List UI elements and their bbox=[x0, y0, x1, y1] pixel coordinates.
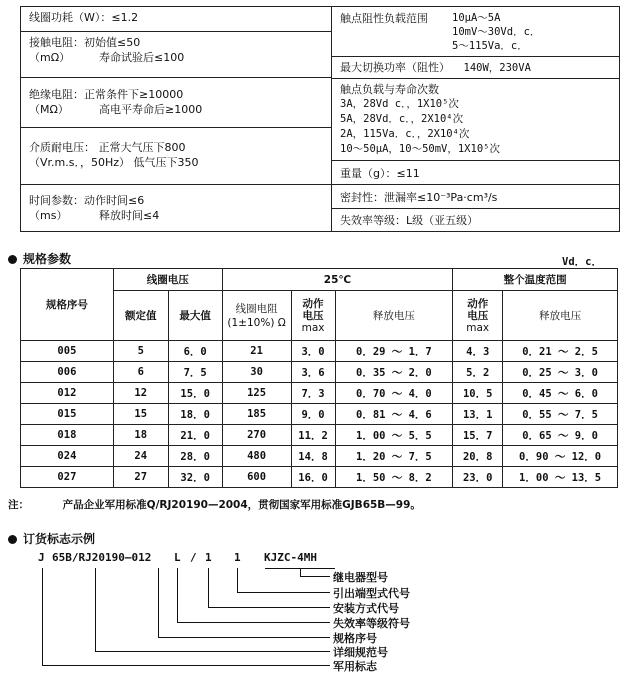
time-release: 释放时间≤4 bbox=[99, 209, 160, 222]
time-unit: （ms） bbox=[29, 209, 68, 222]
cell-release: 0．81 ～ 4．6 bbox=[335, 404, 453, 425]
order-section-title-text: 订货标志示例 bbox=[23, 532, 96, 546]
header-op-voltage-2 bbox=[453, 291, 503, 341]
cell-op: 14．8 bbox=[291, 446, 335, 467]
cell-rated: 27 bbox=[113, 467, 168, 488]
cell-op-full: 13．1 bbox=[453, 404, 503, 425]
weight-text: 重量（g）：≤11 bbox=[340, 167, 420, 180]
header-full-temp: 整个温度范围 bbox=[453, 269, 618, 291]
cell-max: 21．0 bbox=[168, 425, 222, 446]
dielectric-low: 低气压下350 bbox=[133, 156, 199, 169]
cell-release-full: 0．65 ～ 9．0 bbox=[503, 425, 618, 446]
note bbox=[8, 497, 421, 512]
line-model bbox=[300, 568, 301, 576]
note-text: 产品企业军用标准Q/RJ20190—2004，贯彻国家军用标准GJB65B—99。 bbox=[62, 499, 421, 511]
dielectric-normal: 正常大气压下800 bbox=[98, 141, 186, 154]
line-detail-spec-h bbox=[95, 651, 330, 652]
cell-op: 3．6 bbox=[291, 362, 335, 383]
contact-life bbox=[332, 79, 619, 161]
line-mount bbox=[208, 568, 209, 607]
code-model: KJZC-4MH bbox=[264, 551, 317, 564]
header-max: 最大值 bbox=[168, 291, 222, 341]
cell-spec-no: 027 bbox=[21, 467, 114, 488]
table-row bbox=[21, 383, 618, 404]
insulation-unit: （MΩ） bbox=[29, 103, 69, 116]
cell-max: 7．5 bbox=[168, 362, 222, 383]
cell-release-full: 0．21 ～ 2．5 bbox=[503, 341, 618, 362]
cell-max: 28．0 bbox=[168, 446, 222, 467]
cell-release: 1．20 ～ 7．5 bbox=[335, 446, 453, 467]
load-range-2: 10mV～30Vd．c． bbox=[452, 26, 541, 38]
cell-rated: 24 bbox=[113, 446, 168, 467]
line-failure bbox=[177, 568, 178, 622]
cell-op: 16．0 bbox=[291, 467, 335, 488]
contact-resistance-label: 接触电阻：初始值≤50 bbox=[29, 36, 141, 49]
header-op-voltage bbox=[291, 291, 335, 341]
label-relay-model: 继电器型号 bbox=[333, 571, 388, 584]
cell-spec-no: 024 bbox=[21, 446, 114, 467]
header-25c: 25℃ bbox=[222, 269, 453, 291]
cell-release-full: 0．90 ～ 12．0 bbox=[503, 446, 618, 467]
header-coil-voltage: 线圈电压 bbox=[113, 269, 222, 291]
contact-resistance-life: 寿命试验后≤100 bbox=[99, 51, 185, 64]
insulation-label: 绝缘电阻：正常条件下≥10000 bbox=[29, 88, 184, 101]
line-detail-spec bbox=[95, 568, 96, 651]
cell-op: 9．0 bbox=[291, 404, 335, 425]
cell-max: 15．0 bbox=[168, 383, 222, 404]
cell-op-full: 4．3 bbox=[453, 341, 503, 362]
code-military: J bbox=[38, 551, 45, 564]
code-mount: 1 bbox=[205, 551, 212, 564]
code-failure: L bbox=[174, 551, 181, 564]
label-terminal-code: 引出端型式代号 bbox=[333, 587, 410, 600]
cell-release-full: 0．55 ～ 7．5 bbox=[503, 404, 618, 425]
table-row bbox=[21, 362, 618, 383]
note-label: 注： bbox=[8, 499, 29, 511]
max-power-label: 最大切换功率（阻性） bbox=[340, 61, 450, 74]
cell-spec-no: 015 bbox=[21, 404, 114, 425]
cell-release: 1．50 ～ 8．2 bbox=[335, 467, 453, 488]
code-slash: / bbox=[190, 551, 197, 564]
cell-op-full: 23．0 bbox=[453, 467, 503, 488]
header-op-voltage-2-label: 动作电压 bbox=[467, 297, 489, 322]
cell-spec-no: 005 bbox=[21, 341, 114, 362]
table-row bbox=[21, 467, 618, 488]
dielectric-label: 介质耐电压： bbox=[29, 141, 95, 154]
load-range-1: 10μA～5A bbox=[452, 12, 501, 24]
cell-release: 1．00 ～ 5．5 bbox=[335, 425, 453, 446]
cell-coil-res: 30 bbox=[222, 362, 291, 383]
code-terminal: 1 bbox=[234, 551, 241, 564]
label-failure-symbol: 失效率等级符号 bbox=[333, 617, 410, 630]
cell-op-full: 15．7 bbox=[453, 425, 503, 446]
cell-op: 7．3 bbox=[291, 383, 335, 404]
cell-max: 18．0 bbox=[168, 404, 222, 425]
load-range-label: 触点阻性负载范围 bbox=[340, 12, 428, 25]
cell-coil-res: 600 bbox=[222, 467, 291, 488]
life-4: 10～50μA，10～50mV，1X10⁵次 bbox=[340, 143, 500, 155]
time-params bbox=[21, 185, 332, 231]
max-power-value: 140W，230VA bbox=[463, 62, 531, 74]
failure-rate bbox=[332, 209, 619, 231]
header-op-voltage-label: 动作电压 bbox=[302, 297, 324, 322]
cell-coil-res: 270 bbox=[222, 425, 291, 446]
label-spec-no: 规格序号 bbox=[333, 632, 377, 645]
cell-coil-res: 185 bbox=[222, 404, 291, 425]
load-range-3: 5～115Va．c． bbox=[452, 40, 528, 52]
cell-max: 6．0 bbox=[168, 341, 222, 362]
cell-rated: 18 bbox=[113, 425, 168, 446]
header-op-max: max bbox=[301, 321, 325, 334]
cell-spec-no: 012 bbox=[21, 383, 114, 404]
load-range bbox=[332, 7, 619, 57]
cell-max: 32．0 bbox=[168, 467, 222, 488]
weight bbox=[332, 161, 619, 185]
cell-release-full: 0．25 ～ 3．0 bbox=[503, 362, 618, 383]
cell-coil-res: 21 bbox=[222, 341, 291, 362]
life-3: 2A，115Va．c．，2X10⁴次 bbox=[340, 128, 470, 140]
cell-rated: 15 bbox=[113, 404, 168, 425]
cell-op: 3．0 bbox=[291, 341, 335, 362]
line-mount-h bbox=[208, 607, 330, 608]
contact-resistance bbox=[21, 32, 332, 78]
cell-op-full: 10．5 bbox=[453, 383, 503, 404]
life-label: 触点负载与寿命次数 bbox=[340, 83, 439, 96]
life-2: 5A，28Vd．c．，2X10⁴次 bbox=[340, 113, 464, 125]
spec-section-title bbox=[8, 250, 71, 267]
cell-release: 0．70 ～ 4．0 bbox=[335, 383, 453, 404]
seal bbox=[332, 185, 619, 209]
cell-release: 0．29 ～ 1．7 bbox=[335, 341, 453, 362]
line-terminal bbox=[237, 568, 238, 592]
header-op-max-2: max bbox=[466, 321, 490, 334]
header-coil-res-label: 线圈电阻 bbox=[235, 302, 278, 315]
spec-table bbox=[20, 268, 618, 488]
life-1: 3A，28Vd c．，1X10⁵次 bbox=[340, 98, 459, 110]
bullet-icon bbox=[8, 535, 17, 544]
header-coil-res bbox=[222, 291, 291, 341]
seal-text: 密封性：泄漏率≤10⁻³Pa·cm³/s bbox=[340, 191, 498, 204]
line-spec-no bbox=[158, 568, 159, 637]
header-spec-no: 规格序号 bbox=[21, 269, 114, 341]
header-release-2: 释放电压 bbox=[503, 291, 618, 341]
label-mount-code: 安装方式代号 bbox=[333, 602, 399, 615]
line-military bbox=[42, 568, 43, 665]
header-coil-res-tol: (1±10%) Ω bbox=[227, 316, 286, 329]
cell-release-full: 0．45 ～ 6．0 bbox=[503, 383, 618, 404]
cell-release-full: 1．00 ～ 13．5 bbox=[503, 467, 618, 488]
dielectric bbox=[21, 128, 332, 185]
bullet-icon bbox=[8, 255, 17, 264]
cell-spec-no: 006 bbox=[21, 362, 114, 383]
line-failure-h bbox=[177, 622, 330, 623]
dielectric-unit: （Vr.m.s．，50Hz） bbox=[29, 156, 131, 169]
table-row bbox=[21, 425, 618, 446]
insulation-life: 高电平寿命后≥1000 bbox=[99, 103, 203, 116]
label-detail-spec: 详细规范号 bbox=[333, 646, 388, 659]
max-power bbox=[332, 57, 619, 79]
line-military-h bbox=[42, 665, 330, 666]
cell-op: 11．2 bbox=[291, 425, 335, 446]
spec-grid bbox=[20, 6, 620, 232]
order-section-title bbox=[8, 530, 95, 547]
time-label: 时间参数：动作时间≤6 bbox=[29, 194, 145, 207]
coil-power-text: 线圈功耗（W）：≤1.2 bbox=[29, 11, 139, 24]
cell-rated: 5 bbox=[113, 341, 168, 362]
insulation bbox=[21, 78, 332, 128]
cell-rated: 12 bbox=[113, 383, 168, 404]
line-spec-no-h bbox=[158, 637, 330, 638]
table-row bbox=[21, 446, 618, 467]
cell-release: 0．35 ～ 2．0 bbox=[335, 362, 453, 383]
code-spec: 65B/RJ20190—012 bbox=[52, 551, 152, 564]
coil-power bbox=[21, 7, 332, 32]
cell-coil-res: 480 bbox=[222, 446, 291, 467]
header-release: 释放电压 bbox=[335, 291, 453, 341]
cell-op-full: 5．2 bbox=[453, 362, 503, 383]
line-terminal-h bbox=[237, 592, 330, 593]
cell-rated: 6 bbox=[113, 362, 168, 383]
table-row bbox=[21, 404, 618, 425]
cell-coil-res: 125 bbox=[222, 383, 291, 404]
line-model-h bbox=[300, 576, 330, 577]
cell-op-full: 20．8 bbox=[453, 446, 503, 467]
label-military-mark: 军用标志 bbox=[333, 660, 377, 673]
unit-label: Vd．c． bbox=[562, 256, 602, 268]
spec-section-title-text: 规格参数 bbox=[23, 252, 72, 266]
cell-spec-no: 018 bbox=[21, 425, 114, 446]
contact-resistance-unit: （mΩ） bbox=[29, 51, 71, 64]
header-rated: 额定值 bbox=[113, 291, 168, 341]
failure-text: 失效率等级：L级（亚五级） bbox=[340, 214, 479, 227]
table-row bbox=[21, 341, 618, 362]
